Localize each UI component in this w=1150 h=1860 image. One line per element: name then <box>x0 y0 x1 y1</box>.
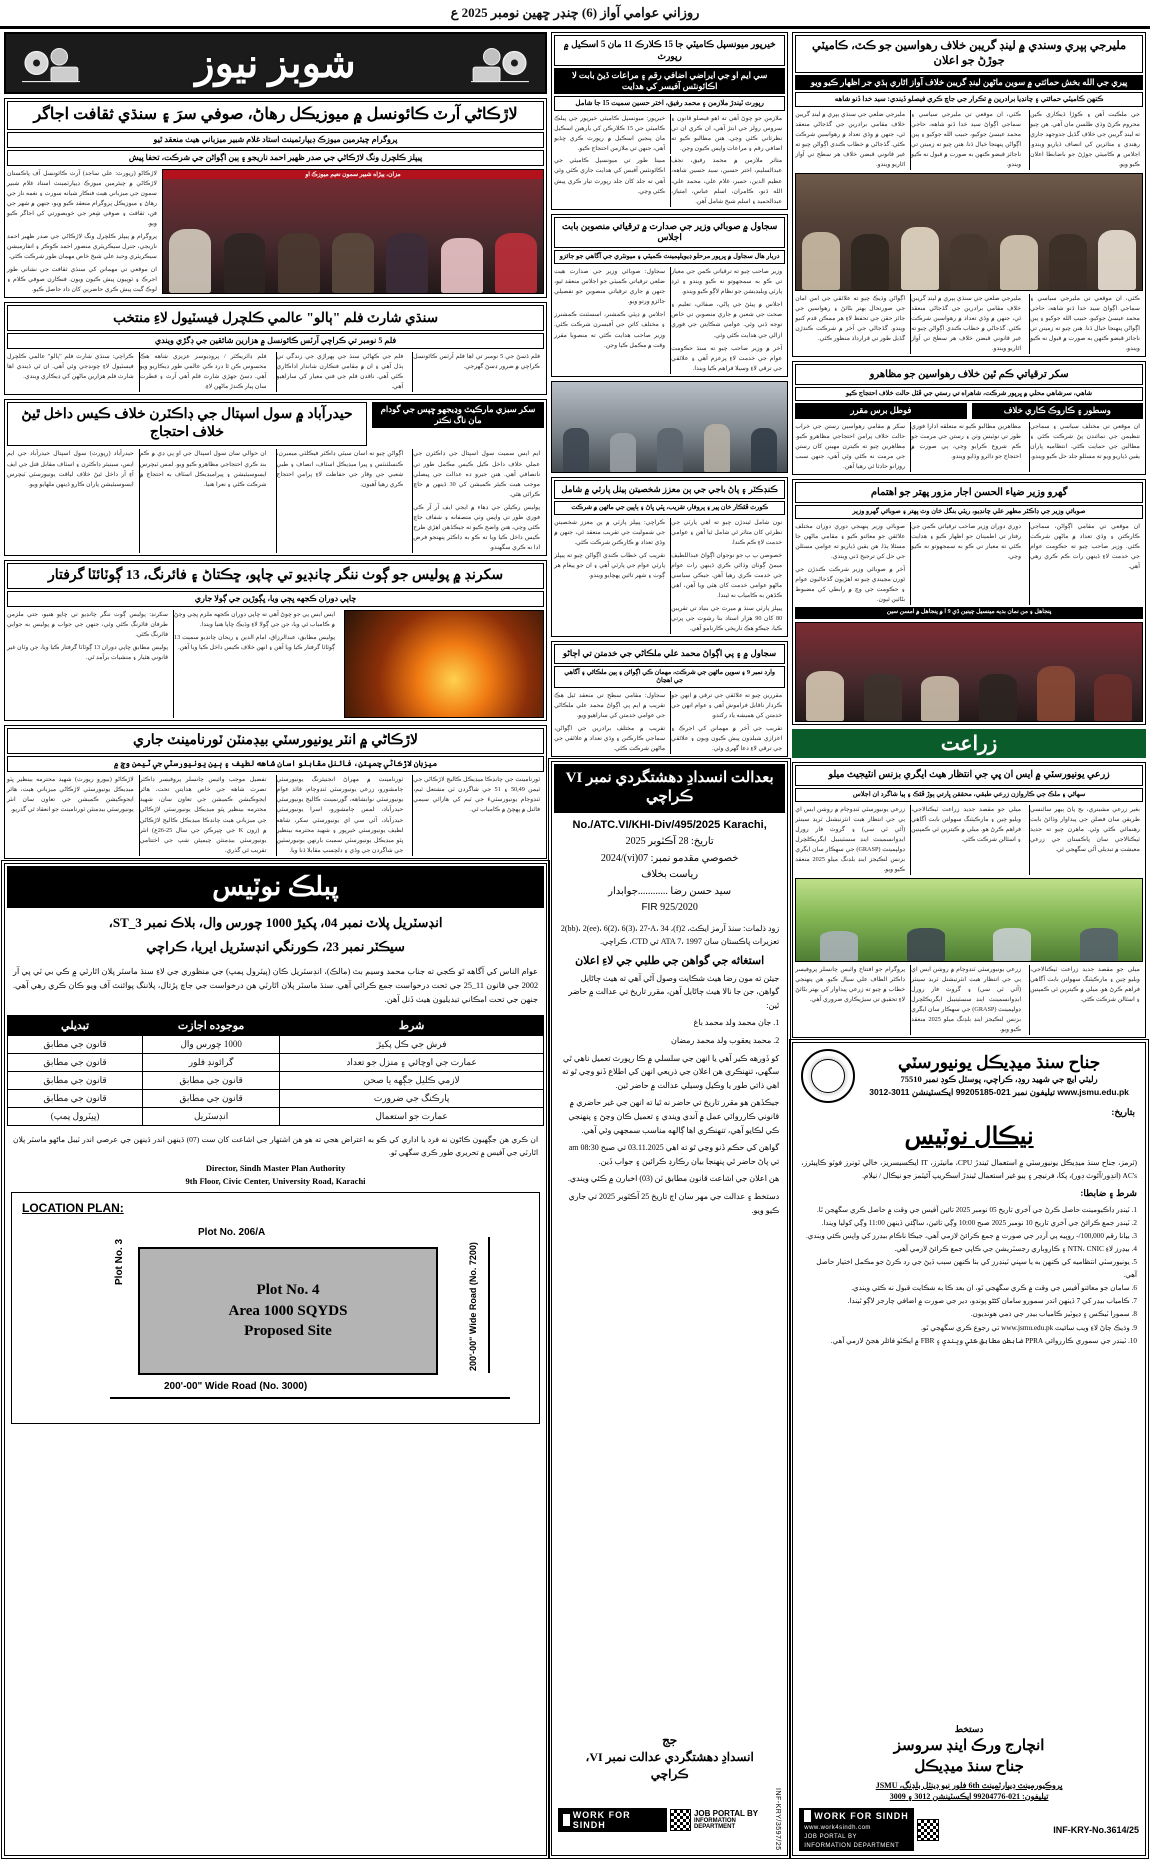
gathering-photo <box>795 173 1143 291</box>
subhead: چاپي دوران ڪجهه ڀڄي ويا، ڀڳوڙين جي ڳولا جاري <box>7 591 544 607</box>
body-paragraph: زرعي يونيورسٽي ٽنڊوڄام ۾ روشن ايس اي ٻي جي انتظار هيٺ انٽرنيشنل ٽريڊ سينٽر (آئي ٽي سي) ۽ گروٽ فار رورل ايڊوانسمينٽ اينڊ سسٽينيبل ايگريڪلچرل ڊولپمينٽ (GRASP) جي سهڪار سان ايگري بزنس لنڪيجز اينڊ بلڊنگ ميلو 2025 منعقد ڪيو ويو. <box>795 805 906 874</box>
body-paragraph: مظاهرين مطالبو ڪيو ته متعلقه ادارا فوري طور تي نوٽيس وٺن ۽ رستن جي مرمت جو ڪم شروع ڪرايو وڃي، ٻي صورت ۾ احتجاج جو دائرو وڌايو ويندو. <box>911 422 1022 460</box>
photo-caption: مزان، ٻيڙاه شبير سمون نعيم ميوزڪ او <box>163 170 543 179</box>
body-paragraph: خيرپور: ميونسپل ڪاميٽي خيرپور جي پبلڪ ڪاميٽي جي 15 ڪلارڪن کي يارهين اسڪيل مان پنجين اسڪيل ۾ رپورٽ ڪري ڇڏيو آهي، جنهن تي ملازمن احتجاج ڪيو. <box>554 115 666 153</box>
road-label-east: 200'-00" Wide Road (No. 7200) <box>468 1241 478 1371</box>
court-paragraph: هن اعلان جي اشاعت قانون مطابق ٽن (03) اخبارن ۾ ڪئي ويندي. <box>567 1174 780 1184</box>
fir-label: FIR <box>641 902 658 913</box>
work-for-sindh-badge[interactable] <box>558 1808 667 1832</box>
body-paragraph: خصوصن ٻ ٻ جو نوجوان اڳواڻ عبداللطيف ميمڻ ڳوٺان وڌائي ڪري ڏينهن رات عوام جي خدمت ڪري رهيا آهن. جيڪي سياسي ماڻهو عوامي خدمت کان هٽي ويا آهن، اهي ڪڏهن به ڪامياب نه ٿيندا. <box>671 552 783 600</box>
page-folio: روزاني عوامي آواز (6) چنڊر ڇھين نومبر 2025 ع <box>450 5 700 20</box>
body-paragraph: ٽورنامينٽ جي چانڊڪا ميڊيڪل ڪاليج لاڙڪاڻي جي ٽيمن 50,49 ۽ 51 جي شاگردن ٽي مشتعل ٽيم، ٽنڊوڄام يونيورسٽيءَ جي ٽيم کي هارائي سيمي فائنل ۾ پهچڻ ۾ ڪامياب ٿي. <box>413 776 541 814</box>
term-item: 2. ٽينڊر جمع ڪرائڻ جي آخري تاريخ 10 نومبر 2025 صبح 10:00 وڳي تائين، ساڳئي ڏينهن 11:00 وڳي کوليا ويندا. <box>821 1218 1137 1227</box>
body-paragraph: جي ملڪيت آهن ۽ ڪوڙا ڏيڪاري ڪين محروم ڪرڻ وڌي طلسن مان آهي. هن چيو ته لينڊ گريبن جي خلاف گڏيل جدوجهد جاري رهندي ۽ متاثرين کي انصاف ڏياريو ويندو. اجلاس ۾ ڪاميٽي جوڙڻ جو باضابطا اعلان ڪيو ويو. <box>1030 110 1140 168</box>
body-paragraph: تفصيل موجب وائيس چانسلر پروفيسر ڊاڪٽر تصرت شاهه جي خاص هدايتن تحت، هائر ايجوڪيشن ڪميشن جي تعاون سان، شهيد محترمه بينظير ڀٽو ميڊيڪل يونيورسٽي لاڙڪاڻي جي ميزباني هيٺ چانڊڪا ميڊيڪل ڪاليج لاڙڪاڻي ۾ (زون K جي ڇپرڪن جي سال 25-26ع) انٽر يونيورسٽي بيڊمنٽن چيمپئن شپ جي اختتامي تقريب ٿي گذري. <box>139 776 267 854</box>
showbiz-panel-photo <box>162 169 544 294</box>
public-notice-objection-note: ان ڪري هن جڳهيون ڪاڻون نه فرد يا اداري کي ڪو به اعتراض هجي ته هو هن اشتهار جي اشاعت کان ست (07) ڏينهن اندر ڏينهن جي عرصي اندر ٽيبل ماڻهو ماسٽر پلان اٿارٽي جي آفيس ۾ تحريري طور ڪري سگهي ٿو. <box>13 1134 539 1157</box>
body-paragraph: سکر ۾ مقامي رهواسين رستن جي خراب حالت خلاف پرامن احتجاجي مظاهرو ڪيو. مظاهرين چيو ته ڪيترن مهينن کان رستن جي مرمت نه ڪئي وئي آهي، جنهن سبب روزانو حادثا ٿي رهيا آهن. <box>795 422 906 470</box>
left-story-2 <box>792 361 1146 475</box>
body-paragraph: آخر ۾ وزير صاحب چيو ته سنڌ حڪومت عوام جي خدمت لاءِ پرعزم آهي ۽ علائقي جي ترقي لاءِ وسيلا فراهم ڪيا ويندا. <box>671 344 783 372</box>
subhead: دربار هال سجاول ۾ ڀرپور مرحلو ڊيويلپمينٽ ڪميٽي ۽ ميونٽري جي آگاهي جو جائزو <box>554 250 785 264</box>
mehfil-photo <box>795 622 1143 722</box>
body-paragraph: حيدرآباد (رپورٽ) سول اسپتال حيدرآباد جي ايم ايس، سينيئر ڊاڪٽرن ۽ اسٽاف مقابل قتل جي ايف آءِ آر داخل ٿيڻ خلاف لياقت يونيورسٽي ٽيچرس ايسوسيئيشن پاران ڪارو ڏينهن ملهايو ويو. <box>7 450 134 488</box>
judge-label: جج <box>662 1732 678 1747</box>
agriculture-section-banner: زراعت <box>792 729 1146 758</box>
body-paragraph: پروگرام جو افتتاح وائيس چانسلر پروفيسر ڊاڪٽر الطاف علي سيال ڪيو. هن پنهنجي خطاب ۾ چيو ته زرعي پيداوار کي بهتر بڻائڻ لاءِ تحقيق تي سيڙپڪاري ضروري آهي. <box>795 966 906 1004</box>
procurement-address: پروڪيورمينٽ ڊيپارٽمينٽ 6th فلور نيو ڊينٽل بلڊنگ، JSMU <box>875 1780 1063 1790</box>
badge-title: WORK FOR SINDH <box>814 1811 909 1821</box>
body-paragraph: ٽورنامينٽ ۾ مهراڻ انجنيئرنگ يونيورسٽي ڄامشورو، زرعي يونيورسٽي ٽنڊوڄام، قائد عوام يونيورسٽي نوابشاهه، گورنمينٽ ڪاليج يونيورسٽي حيدرآباد، لمس ڄامشورو، اسرا يونيورسٽي حيدرآباد، آئي سي اي يونيورسٽي سکر، شاهه لطيف يونيورسٽي خيرپور ۽ شهيد محترمه بينظير ڀٽو ميڊيڪل يونيورسٽي سميت يارنهن يونيورسٽين جي شاگردن جي وڏي ۽ دلچسپ مقابلا ڏنا ويا. <box>276 776 404 854</box>
procurement-phone: تيليفون: 021-99204776 ايڪسٽينشن 3012 ۽ 3009 <box>889 1791 1049 1801</box>
date-label: بتاريخ: <box>1111 1107 1135 1118</box>
photo-figures <box>796 218 1142 290</box>
body-paragraph: سجاول: صوبائي وزير جي صدارت هيٺ ضلعي ترقياتي ڪميٽي جو اجلاس منعقد ٿيو، جنهن ۾ جاري ترقياتي منصوبن جو تفصيلي جائزو ورتو ويو. <box>554 268 666 306</box>
col-header-condition: شرط <box>280 1015 544 1035</box>
permission-change-table <box>7 1015 544 1126</box>
headline: زرعي يونيورسٽي ۾ ايس ان ڀي جي انتظار هيٺ ايگري بزنس انٽيجيٽ ميلو <box>795 765 1143 785</box>
mid-story-2 <box>551 214 788 377</box>
plot-area: Area 1000 SQYDS <box>228 1302 348 1319</box>
body-paragraph: تقريب کي خطاب ڪندي اڳواڻن چيو ته پيپلز پارٽي عوام جي پارٽي آهي ۽ ان جو پيغام هر ڳوٺ ۽ شهر تائين پهچايو ويندو. <box>554 552 666 580</box>
body-paragraph: پيپلز پارٽي سنڌ ۾ ميرٽ جي بنياد تي تقريبن 80 کان 90 هزار استاد بنا رشوت جي ڀرتي ڪيا، جيڪو هڪ تاريخي ڪارنامو آهي. <box>671 605 783 633</box>
headline: سنڌي شارٽ فلم "ٻالو" عالمي ڪلچرل فيسٽيول لاءِ منتخب <box>7 305 544 331</box>
qr-code-icon[interactable] <box>917 1819 939 1841</box>
signature-label: دستخط <box>954 1724 984 1735</box>
location-plan-title: LOCATION PLAN: <box>22 1200 124 1215</box>
body-paragraph: ڪراچي: سنڌي شارٽ فلم "ٻالو" عالمي ڪلچرل فيسٽيول لاءِ چونڊجي وئي آهي. ان ٿي ڏيندي اها شارٽ فلم هزارين ماڻهن کي ڊيڪاري ويندي. <box>7 352 134 380</box>
subhead: صوبائي وزير جي ڊاڪٽر مظهر علي چانڊيو، ريٽي بنگل خان وٽ پهتر ۽ صوبائي گھرو وزير <box>795 505 1143 519</box>
cell-current: 1000 چورس وال <box>143 1035 280 1053</box>
body-paragraph: ايس ايس پي جو چوڻ آهي ته ڇاپي دوران ڪجهه ملزم ڀڄي وڃڻ ۾ ڪامياب ٿي ويا، جن جي ڳولا لاءِ وڌيڪ ڇاپا هنيا ويندا. <box>174 611 336 629</box>
agriculture-story <box>792 762 1146 1038</box>
body-paragraph: مليرجي ضلعي جي سنڌي ٻپري ۾ لينڊ گريبن خلاف مقامي برادرين جي گڏجاڻي منعقد ٿي، جنهن ۾ وڏي تعداد ۾ رهواسين شرڪت ڪئي. گڏجاڻي ۾ خطاب ڪندي اڳواڻن چيو ته غير قانوني قبضن خلاف هر سطح تي آواز اٿاريو ويندو. <box>911 294 1022 353</box>
cell-condition: پارڪنگ جي ضرورت <box>280 1089 544 1107</box>
body-paragraph: ڪٽي، ان موقعي تي مليرجي سياسي ۽ سماجي اڳواڻ سيد خدا ڏنو شاهه، حاجي محمد عيسيٰ جوکيو، حبيب الله جوکيو ۽ ٻين اڳواڻن پنهنجا خيال ڏنا. هنن چيو ته زمينن تي ناجائز قبضو ڪنهن به صورت ۾ قبول نه ڪيو ويندو. <box>1030 294 1140 353</box>
term-item: 9. وڌيڪ ڄاڻ لاءِ ويب سائيٽ www.jsmu.edu.pk تي رجوع ڪري سگهجي ٿو. <box>920 1323 1137 1332</box>
cell-change: قانون جي مطابق <box>8 1035 143 1053</box>
cell-change: قانون جي مطابق <box>8 1071 143 1089</box>
subhead: فلم 5 نومبر تي ڪراچي آرٽس ڪائونسل ۾ هزارين شائقين جي ڊگڙي ويندي <box>7 333 544 349</box>
court-case-number: No./ATC.VI/KHI-Div/495/2025 Karachi, <box>572 818 767 831</box>
body-paragraph: ان موقعي تي مقامي اڳواڻن، سماجي ڪارڪنن ۽ وڏي تعداد ۾ ماڻهن شرڪت ڪئي. وزير صاحب چيو ته حڪومت عوام جي خدمت لاءِ ڏينهن رات ڪم ڪري رهي آهي. <box>1030 522 1140 571</box>
body-paragraph: نون شامل ٿيندڙن چيو ته اهي پارٽي جي نظرئي کان متاثر ٿي شامل ٿيا آهن ۽ عوامي خدمت لاءِ ڪم ڪندا. <box>671 518 783 546</box>
university-name: جناح سنڌ ميڊيڪل يونيورسٽي <box>897 1052 1101 1072</box>
court-case-no: 07(vi)/2024 <box>600 852 649 864</box>
body-paragraph: ان موقعي تي مختلف سياسي ۽ سماجي تنظيمن جي نمائندن پڻ شرڪت ڪئي ۽ مطالبن جي حمايت ڪئي. انتظاميه پاران يقين ڏياريو ويو ته مسئلو جلد حل ڪيو ويندو. <box>1030 422 1140 460</box>
body-paragraph: اڳواڻن چيو ته اسان سيٽي ڊاڪٽر فيڪلٽي ميمبرن، ڪنسلٽنٽس ۽ پيرا ميڊيڪل اسٽاف، انصاف ۽ طبي شعبي جي وقار جي حفاظت لاءِ پرامن احتجاج ڪري رهيا آهيون. <box>276 450 404 488</box>
court-notice-ad <box>551 761 788 1856</box>
court-case-label: خصوصي مقدمو نمبر: <box>650 852 739 864</box>
jsmu-footer-badges <box>795 1806 1143 1853</box>
body-paragraph: متاثر ملازمن ۾ محمد رفيق، نجف عبدالسليم، اختر حسين، سيد حسين شاهه، عظيم الدين، حمير، غلام علي، محمد علي، الله ڏنو، ڪامران، اسلم عباس، امتياز، عبدالحميد ۽ اسلم شيخ شامل آهن. <box>671 157 783 205</box>
body-paragraph: پوليس مطابق ڇاپي دوران 13 ڳوٽاٽا گرفتار ڪيا ويا، جن وٽان غير قانوني هٿيار ۽ منشيات برآمد ٿي. <box>7 644 169 662</box>
headline: مليرجي ٻپري وسندي ۾ لينڊ گريبن خلاف رهواسين جو ڪٽ، ڪاميٽي جوڙڻ جو اعلان <box>795 35 1143 73</box>
subhead-1: سي ايم او جي ايراضي اضافي رقم ۽ مراعات ڏيڻ بابت لا اڪائونٽس آفيسر کي هدايت <box>554 68 785 94</box>
cell-change: قانون جي مطابق <box>8 1089 143 1107</box>
proposed-site-box <box>138 1247 438 1375</box>
body-paragraph: لاڙڪاڻو (بيورو رپورٽ) شهيد محترمه بينظير ڀٽو ميڊيڪل يونيورسٽي لاڙڪاڻي ميزباني هيٺ، هائر ايجوڪيشن ڪميشن جي تعاون سان انٽر يونيورسٽي بيڊمنٽن ٽورنامينٽ جو انعقاد ٿي گذريو. <box>7 776 134 814</box>
body-paragraph: آخر ۾ صوبائي وزير شرڪت ڪندڙن جي ٿورن مڃيندي چيو ته اهڙيون گڏجاڻيون عوام ۽ حڪومت جي وچ ۾ رابطي کي مضبوط بڻائين ٿيون. <box>795 566 906 604</box>
term-item: 1. ٽينڊر ڊاڪيومينٽ حاصل ڪرڻ جي آخري تاريخ 05 نومبر 2025 تائين آفيس جي وقت ۾ حاصل ڪري سگهجن ٿا. <box>816 1205 1137 1214</box>
signatory-role: انچارج ورڪ اينڊ سروسز <box>893 1737 1045 1754</box>
inf-reference: INF-KRY-No.3614/25 <box>1053 1824 1139 1835</box>
cell-condition: عمارت جو استعمال <box>280 1107 544 1125</box>
subhead: شاهي، سرشاهي محلي ۾ ڀرپور شرڪت، شاهراه تي رستي جي ڦٽل حالت خلاف احتجاج ڪيو <box>795 387 1143 401</box>
jsmu-tender-ad <box>792 1042 1146 1856</box>
subhead-1: پيري جي الله بخش حمائتي ۾ سوين ماڻهن لينڊ گريبن خلاف آواز اٿاري ٻڌي جر اظهار ڪيو ويو <box>795 75 1143 90</box>
plot-diagram <box>18 1221 533 1399</box>
body-paragraph: پوليس رڪيلن جي ڊهاء ۾ ايجي ايف آر آر ڪي فوري طور تي واپس وٺي منصفانه ۽ شفاف جاچ ڪئي وڃي، هنن واضح ڪيو ته جيڪڏهن اهڙي طرح ڪيس داخل ڪيا ويا ته ڪو به ڊاڪٽر پنهنجو فرض ادا نه ڪري سگهندو. <box>413 503 541 551</box>
plot-label-west: Plot No. 3 <box>114 1238 125 1285</box>
body-paragraph: لاڙڪاڻو (رپورٽ: علي ساجد) آرٽ ڪائونسل آف پاڪستان لاڙڪاڻي ۾ چيئرمين ميوزڪ ڊيپارٽمينٽ استاد غلام شبير سمون جي ميزباني هيٺ فنڪار شيانه سورٺ ۽ نغمه ناز جي رهاڻ ۽ ميوزيڪل پروگرام منعقد ڪيو ويو، جنهن ۾ شهر جي فن، ثقافت ۽ صوفي شِعر جي خوبصورتي کي اجاگر ڪيو ويو. <box>7 169 157 228</box>
subhead: ميزبان لاڙڪاڻي چمپئن، فائنل مقابلو اسان شاهه لطيف ۽ ٻين يونيورسٽي جي ٽيمن وچ ۾ <box>7 756 544 772</box>
cell-condition: لازمي ڪليل جڳهه يا صحن <box>280 1071 544 1089</box>
right-story-2 <box>4 302 547 395</box>
subhead-2: رپورٽ ٽيندڙ ملازمن ۽ محمد رفيق، اختر حسين سميت 15 جا شامل <box>554 96 785 111</box>
right-story-3 <box>4 399 547 556</box>
work-for-sindh-badge[interactable] <box>799 1808 914 1851</box>
headline: سجاول ۾ ۽ پي اڳواڻ محمد علي ملڪاڻي جي خدمتن تي اڄاڻو <box>554 644 785 663</box>
body-paragraph: زرعي يونيورسٽي ٽنڊوڄام ۾ روشن ايس اي ٻي جي انتظار هيٺ انٽرنيشنل ٽريڊ سينٽر (آئي ٽي سي) ۽ گروٽ فار رورل ايڊوانسمينٽ اينڊ سسٽينيبل ايگريڪلچرل ڊولپمينٽ (GRASP) جي سهڪار سان ايگري بزنس لنڪيجز اينڊ بلڊنگ ميلو 2025 منعقد ڪيو ويو. <box>911 966 1022 1034</box>
jsmu-header <box>795 1045 1143 1107</box>
road-label-south: 200'-00" Wide Road (No. 3000) <box>164 1380 308 1392</box>
body-paragraph: ڪراچي: پيپلز پارٽي ۾ ٻن معزز شخصيتن جي شموليت جي تقريب منعقد ٿي، جنهن ۾ وڏي تعداد ۾ ڪارڪنن شرڪت ڪئي. <box>554 518 666 546</box>
jsmu-signature-block <box>795 1719 1143 1806</box>
term-item: 7. ڪامياب بيڊر کي 7 ڏينهن اندر سمورو سامان کڻڻو پوندو، دير جي صورت ۾ اضافي چارجز لاڳو ٿيندا. <box>847 1297 1137 1306</box>
location-plan <box>11 1192 540 1424</box>
photo-figures <box>796 918 1142 961</box>
plot-status: Proposed Site <box>244 1322 332 1339</box>
col-header-change: تبديلي <box>8 1015 143 1035</box>
body-paragraph: ڪٽي، ان موقعي تي مليرجي سياسي ۽ سماجي اڳواڻ سيد خدا ڏنو شاهه، حاجي محمد عيسيٰ جوکيو، حبيب الله جوکيو ۽ ٻين اڳواڻن پنهنجا خيال ڏنا. هنن چيو ته زمينن تي ناجائز قبضو ڪنهن به صورت ۾ قبول نه ڪيو ويندو. <box>911 110 1022 168</box>
showbiz-masthead <box>4 32 547 94</box>
court-date: 28 آڪٽوبر 2025 <box>625 836 689 847</box>
film-reel-icon <box>469 40 531 88</box>
inf-vertical-code: INF-KRY/3597/25 <box>774 1788 782 1851</box>
agri-expo-photo <box>795 878 1143 962</box>
cell-current: قانون جي مطابق <box>143 1089 280 1107</box>
photo-figures <box>796 660 1142 721</box>
authority-director: Director, Sindh Master Plan Authority <box>205 1163 346 1174</box>
story-footnote: پنجاهل ۽ من نمان بديه مينسيل چينين ڏي 9 ا ۾ پنجاهل ۾ امسن سين <box>795 607 1143 619</box>
col-header-current: موجوده اجازت <box>143 1015 280 1035</box>
body-paragraph: فلم جي ڪهاڻي سنڌ جي ٻهراڙي جي زندگي تي ٻڌل آهي ۽ ان ۾ مقامي فنڪارن شاندار اداڪاري ڪئي آهي. ناقدن فلم جي فني معيار کي ساراهيو آهي. <box>276 352 404 391</box>
badge-subtitle: JOB PORTAL BY <box>804 1834 857 1840</box>
fir-number: 925/2020 <box>660 902 698 913</box>
university-address: رليٽي ايچ جي شهيد روڊ، ڪراچي، پوسٽل ڪوڊ نمبر 75510 <box>900 1073 1098 1084</box>
right-zone <box>4 32 547 1856</box>
body-paragraph: ان موقعي تي مهمانن کي سنڌي ثقافت جي نشاني طور اجرڪ ۽ ٽوپيون پيش ڪيون ويون. فنڪارن صوفي ڪلام ۽ لوڪ گيت پيش ڪري حاضرين کان داد حاصل ڪيو. <box>7 266 157 294</box>
badge-dept: INFORMATION DEPARTMENT <box>693 1818 736 1831</box>
right-lead-story <box>4 98 547 298</box>
terms-list <box>795 1202 1143 1351</box>
term-item: 10. ٽينڊر جي سموري ڪارروائي PPRA ضابطن مطابق ڪئي ويندي ۽ FBR ۾ ايڪٽو فائلر هجڻ لازمي آهي. <box>830 1336 1137 1345</box>
tender-title: نيڪال نوٽيس <box>904 1124 1034 1151</box>
headline: سکرنڊ ۾ پوليس جو ڳوٺ ننگر چانڊيو تي چاپو، ڇڪتاڻ ۽ فائرنگ، 13 ڳوٽائٽا گرفتار <box>7 563 544 589</box>
body-paragraph: مبينا طور تي ميونسپل ڪاميٽي جي اڪائونٽس آفيس کي هدايت جاري ڪئي وئي آهي ته جلد کان جلد رپورٽ تيار ڪري پيش ڪئي وڃي. <box>554 157 666 195</box>
subhead-1: پروگرام چيئرمين ميوزڪ ڊيپارٽمينٽ استاد غلام شبير ميزباني هيٺ منعقد ٿيو <box>7 132 544 148</box>
table-header-row <box>8 1015 544 1035</box>
cell-change: (پيٽرول پمپ) <box>8 1107 143 1125</box>
court-parties: رياست بخلاف <box>641 869 699 880</box>
body-paragraph: وزير صاحب چيو ته ترقياتي ڪمن جي معيار تي ڪو به سمجهوتو نه ڪيو ويندو ۽ ٿرڊ پارٽي ويليڊيشن جو نظام لاڳو ڪيو ويندو. <box>671 268 783 296</box>
body-paragraph: دوري دوران وزير صاحب ترقياتي ڪمن جي رفتار تي اطمينان جو اظهار ڪيو ۽ هدايت ڪئي ته معيار تي ڪو به سمجهوتو نه ڪيو وڃي. <box>911 522 1022 561</box>
mid-lead-story <box>551 32 788 210</box>
body-paragraph: اڳواڻن وڌيڪ چيو ته علائقي جي امن امان جي صورتحال بهتر بڻائڻ ۽ رهواسين جي جائز حقن جي تحفظ لاءِ هر ممڪن قدم کنيو ويندو. گڏجاڻي جي آخر ۾ شرڪت ڪندڙن گڏيل طور تي قرارداد منظور ڪئي. <box>795 294 906 343</box>
headline: حيدرآباد ۾ سول اسپتال جي ڊاڪٽرن خلاف ڪيس داخل ٿيڻ خلاف احتجاج <box>7 402 367 446</box>
body-paragraph: ان حوالي سان سول اسپتال جي او پي ڊي ۾ ڪم بند ڪري احتجاجي مظاهرو ڪيو ويو. لمس ٽيچرس ايسوسيئيشن ۽ پيراميڊيڪل اسٽاف به احتجاج ۾ شرڪت ڪئي ۽ نعرا هنيا. <box>139 450 267 488</box>
court-paragraph: جيڪڏهن هو مقرر تاريخ تي حاضر نه ٿيا ته انهن جي غير حاضري ۾ قانوني ڪارروائي عمل ۾ آندي ويندي ۽ تعميل ڪان وڃڻ ۽ پنهنجي ڪي لڪايو آهي، تنهنڪري اها ڳالهه مناسب سمجهي وئي آهي. <box>568 1098 780 1135</box>
subhead: سهاڻي ۽ ملڪ جي ڪاروازن زرعي طبقي، محققن ڀارتي ٻوڙ ڦڻڪ ۽ ٻيا شاگرد ان اجلاس <box>795 788 1143 802</box>
authority-address: 9th Floor, Civic Center, University Road, Karachi <box>185 1176 366 1187</box>
badge-dept: INFORMATION DEPARTMENT <box>804 1843 900 1849</box>
mid-zone <box>551 32 788 1856</box>
cell-current: قانون جي مطابق <box>143 1071 280 1089</box>
plot-label-north: Plot No. 206/A <box>198 1226 266 1238</box>
cell-change: قانون جي مطابق <box>8 1053 143 1071</box>
witness-item: 2. محمد يعقوب ولد محمد رمضان <box>670 1036 780 1046</box>
court-proclamation-title: استغاثه جي گواهن جي طلبي جي لاءِ اعلان <box>575 954 765 967</box>
body-paragraph: بغير زرعي مشينري، بج پاڻ ٻيهر سائنسي طريقن سان فصلن جي پيداوار وڌائڻ بابت رهنمائي ڪئي وئي. ماهرن چيو ته جديد ٽيڪنالاجي سان پاڪستان جي زرعي معيشت ۾ تبديلي آڻي سگهجي ٿي. <box>1030 805 1140 853</box>
body-paragraph: ايم ايس سميت سول اسپتال جي ڊاڪٽرن جي عملي خلاف داخل ڪيل ڪيس مڪمل طور تي نانصافي آهي. هنن جيرو ده عدالت جي ڀيصلي موجب هيٺ ڪيئر ڪميشن کي 30 ڏينهن ۾ جاچ ڪرائي هٿي. <box>413 450 541 498</box>
tender-intro: (ٽرمز، جناح سنڌ ميڊيڪل يونيورسٽي ۾ استعمال ٿيندڙ CPU، مانيٽرز، IT ايڪسيسريز، خالي ٽونرز فوٽو ڪاپيئرز، AC's (انڊور/آئوٽ ڊور)، پکا، فرنيچر ۽ ٻيو غير استعمال ٿيندڙ اسڪريپ آئيٽمز جو نيڪال / نيلام. <box>801 1158 1137 1180</box>
term-item: 6. سامان جو معائنو آفيس جي وقت ۾ ڪري سگهجي ٿو، ان بعد ڪا به شڪايت قبول نه ڪئي ويندي. <box>851 1283 1137 1292</box>
court-accused: سيد حسن رضا ............جوابدار <box>608 885 732 897</box>
public-notice-ad <box>4 863 547 1856</box>
badge-title: WORK FOR SINDH <box>572 1809 631 1830</box>
kicker-right: وسطور ۽ ڪاروڪ ڪاري خلاف <box>972 403 1143 418</box>
public-notice-subtitle-1: انڊسٽريل پلاٽ نمبر 04، پکيڙ 1000 چورس وال، بلاڪ نمبر 3_ST، <box>108 914 443 930</box>
public-notice-title: پبلڪ نوٽيس <box>7 866 544 908</box>
headline: لاڙڪاڻي آرٽ ڪائونسل ۾ ميوزيڪل رهاڻ، صوفي سرَ ۽ سنڌي ثقافت اجاگر <box>7 101 544 130</box>
left-lead-story <box>792 32 1146 357</box>
court-paragraph: دستخط ۽ عدالت جي مهر سان اڄ تاريخ 25 آڪٽوبر 2025 تي جاري ڪيو ويو. <box>568 1192 780 1215</box>
term-item: 8. سمورا ٽيڪس ۽ ڊيوٽيز ڪامياب بيڊر جي ذمي هونديون. <box>970 1310 1137 1319</box>
table-row <box>8 1053 544 1071</box>
subhead: وارد نمبر 9 ۽ سوين ماڻهن جي شرڪت، مهمان ڪي اڳواڻن ۽ ٻين ملڪاڻي ۽ آگاهي جي اهڃاڻ <box>554 666 785 688</box>
body-paragraph: تقريب ۾ مختلف برادرين جي اڳواڻن، سماجي ڪارڪنن ۽ وڏي تعداد ۾ علائقي جي ماڻهن شرڪت ڪئي. <box>554 724 666 752</box>
term-item: 3. بيانا رقم 100,000/- روپيه پي آرڊر جي صورت ۾ جمع ڪرائڻ لازمي آهي، جيڪا ناڪام بيڊرز کي واپس ڪئي ويندي. <box>805 1232 1137 1241</box>
photo-figures <box>163 217 543 293</box>
qr-code-icon[interactable] <box>670 1809 691 1831</box>
headline: سجاول ۾ صوبائي وزير جي صدارت ۾ ترقياتي منصوبن بابت اجلاس <box>554 217 785 248</box>
sidebar-kicker: سکر سبزي مارڪيٽ وڍيجھو ڇپس جي گودام مان ناگ نڪتر <box>372 402 544 428</box>
table-row <box>8 1035 544 1053</box>
left-story-3 <box>792 479 1146 725</box>
folio-rule <box>0 26 1150 29</box>
body-paragraph: سکرنڊ: پوليس ڳوٺ ننگر چانڊيو تي ڇاپو هنيو، جتي ملزمن طرفان فائرنگ ڪئي وئي، جنهن جي جواب ۾ پوليس به جوابي فائرنگ ڪئي. <box>7 611 169 639</box>
headline: سکر ترقياتي ڪم ٿين خلاف رهواسين جو مظاهرو <box>795 364 1143 385</box>
right-story-4 <box>4 560 547 721</box>
headline: ڪنڊڪٽر ۽ پاڻ باجي جي ٻن معزز شخصيتن ٻيٺل پارٽي ۾ شامل <box>554 480 785 499</box>
cell-current: انڊسٽريل <box>143 1107 280 1125</box>
body-paragraph: فلم ڊائريڪٽر / پروڊيوسر عزيزي شاهه هڪ محسوس ڪن ٿا درد ڪي عالمي طور ڊيڪاريو ويو آهي. ڊسڻ جهڙي شارٽ فلم آهي آرٽ ۽ فطرت سان پيار ڪندڙ ماڻهن لاءِ. <box>139 352 267 391</box>
headline: لاڙڪاڻي ۾ انٽر يونيورسٽي بيڊمنٽن ٽورنامينٽ جاري <box>7 728 544 754</box>
badge-subtitle: JOB PORTAL BY <box>693 1809 759 1819</box>
photo-figures <box>552 416 787 472</box>
cell-current: گرائونڊ فلور <box>143 1053 280 1071</box>
subhead: ڪورٽ ڦڻڪار خان پير ۽ پروفار، تقريب، ڀٽي ڀاڻ ۽ ٻاپين جي ماڻهن ۾ شرڪت <box>554 501 785 515</box>
subhead-2: پيپلز ڪلچرل ونگ لاڙڪاڻي جي صدر ظهير احمد ناريجو ۽ ٻين اڳواڻن جي شرڪت، تحفا پيش <box>7 150 544 166</box>
sindh-flag-icon <box>804 1810 811 1822</box>
public-notice-subtitle-2: سيڪٽر نمبر 23، ڪورنگي انڊسٽريل ايريا، ڪراچي <box>146 939 405 955</box>
public-notice-body: عوام الناس کي آگاهه ٿو ڪجي ته جناب محمد وسيم بٽ (مالڪ)، انڊسٽريل ڪان (پيٽرول پمپ) جي منظوري جي لاءِ سنڌ ماسٽر پلان اٿارٽي ۾ ڪي بي ٽي پي آر 2002 جي قانون 11_25 جي تحت درخواست جمع ڪرائي آهي. سنڌ ماسٽر پلان اٿارٽي هن درخواست جي جاچ پڙتال، پلاننگ پوائنٽ آف ويو ڪان ڪري رهي آهي. جنهن جي تحت امڪاني تبديليون هيٺ ڏنل آهن. <box>13 966 539 1005</box>
table-row <box>8 1089 544 1107</box>
headline: گھرو وزير ضياء الحسن اجار مزور پهتر جو اهتمام <box>795 482 1143 503</box>
body-paragraph: اجلاس ۾ پيئڻ جي پاڻي، صفائي، تعليم ۽ صحت جي شعبن ۾ جاري منصوبن تي خاص توجه ڏني وئي. عوامي شڪايتن جي فوري ازالي جي هدايت ڪئي وئي. <box>671 301 783 339</box>
university-seal-icon <box>801 1049 855 1103</box>
body-paragraph: ميلي جو مقصد جديد زراعت ٽيڪنالاجي، ويليو چين ۽ مارڪيٽنگ سهولتن بابت آگاهي فراهم ڪرڻ هو. ميلي ۾ ڪيترين ئي ڪمپنين ۽ اسٽالن شرڪت ڪئي. <box>911 805 1022 843</box>
judge-city: ڪراچي <box>650 1766 689 1781</box>
subhead-2: ڪنهن ڪاميٽي حمائتي ۽ چانڊيا برادرين ۾ تڪرار جي جاچ ڪري فيصلو ڏيندي: سيد خدا ڏنو شاهه <box>795 92 1143 107</box>
film-reel-icon <box>20 40 82 88</box>
term-item: 4. بيڊرز لاءِ NTN، CNIC ۽ ڪاروباري رجسٽريشن جي ڪاپي جمع ڪرائڻ لازمي آهي. <box>894 1245 1137 1254</box>
court-proclamation-body: جيئن ته مون رضا هيٺ شڪايت وصول آڻي آهي ته هيٺ ڄاڻايل گواهن، جن جا نالا هيٺ ڄاڻايل آهن، مقرر تاريخ تي عدالت ۾ حاضر ٿين: <box>568 973 780 1010</box>
court-notice-title: بعدالت انسدادِ دهشتگردي نمبر VI ڪراچي <box>554 764 785 813</box>
body-paragraph: فلم ڏسڻ جي 5 نومبر تي اها فلم آرٽس ڪائونسل ڪراچي ۾ ضرور ڊسڻ گهرجي. <box>413 352 541 370</box>
page-columns <box>4 32 1146 1856</box>
left-zone <box>792 32 1146 1856</box>
headline: خيرپور ميونسپل ڪاميٽي جا 15 ڪلارڪ 11 مان 5 اسڪيل ۾ رپورٽ <box>554 35 785 66</box>
body-paragraph: صوبائي وزير پنهنجي دوري دوران مختلف علائقن جو معائنو ڪيو ۽ مقامي ماڻهن جا مسئلا ٻڌا. هن يقين ڏياريو ته عوامي مسئلن جي حل کي ترجيح ڏني ويندي. <box>795 522 906 561</box>
witness-item: 1. جان محمد ولد محمد باغ <box>693 1018 780 1028</box>
court-footer-badges <box>554 1786 785 1853</box>
body-paragraph: پوليس مطابق، عبدالرزاق، امام الدين ۽ ريحان چانڊيو سميت 13 ڳوٽاٽا گرفتار ڪيا ويا آهن ۽ انهن خلاف ڪيس داخل ڪيا ويا آهن. <box>174 634 336 652</box>
plot-number: Plot No. 4 <box>256 1282 320 1299</box>
terms-title: شرط ۽ ضابطا: <box>1080 1187 1137 1198</box>
body-paragraph: اجلاس ۾ ڊپٽي ڪمشنر، اسسٽنٽ ڪمشنرز ۽ مختلف کاتن جي آفيسرن شرڪت ڪئي. وزير صاحب هدايت ڪئي ته منصوبا مقرر وقت ۾ مڪمل ڪيا وڃن. <box>554 311 666 349</box>
body-paragraph: پروگرام ۾ پيپلز ڪلچرل ونگ لاڙڪاڻي جي صدر ظهير احمد ناريجي، جنرل سيڪريٽري منصور احمد ڪوڪر ۽ انفارميشن سيڪريٽري وحيد علي شيخ خاص مهمان طور شرڪت ڪئي. <box>7 233 157 261</box>
road-edge-east <box>488 1237 490 1373</box>
court-date-label: تاريخ: <box>691 836 714 847</box>
kicker-left: فوطل برس مقرر <box>795 403 966 418</box>
signatory-org: جناح سنڌ ميڊيڪل <box>914 1758 1024 1775</box>
fire-scene-photo <box>344 610 544 718</box>
body-paragraph: ميلي جو مقصد جديد زراعت ٽيڪنالاجي، ويليو چين ۽ مارڪيٽنگ سهولتن بابت آگاهي فراهم ڪرڻ هو. ميلي ۾ ڪيترين ئي ڪمپنين ۽ اسٽالن شرڪت ڪئي. <box>1030 966 1140 1004</box>
road-edge-south <box>110 1397 510 1399</box>
term-item: 5. يونيورسٽي انتظاميه کي ڪنهن به يا سڀني ٽينڊرز کي بنا ڪنهن سبب ڏيڻ جي رد ڪرڻ جو مڪمل اختيار حاصل آهي. <box>816 1258 1137 1279</box>
sindh-flag-icon <box>563 1814 570 1826</box>
badge-url: www.work4sindh.com <box>804 1825 871 1831</box>
court-paragraph: کو ڏورهه ڪير آهي يا انهن جي سلسلي ۾ ڪا رپورٽ تعميل ناهي ٿي سگهي، تنهنڪري هن اعلان جي ذريعي انهن کي اطلاع ڏنو وڃي ٿو ته اهي ذاتي طور يا وڪيل وسيلي عدالت ۾ حاضر ٿين. <box>561 1053 780 1090</box>
body-paragraph: ملازمن جو چوڻ آهي ته اهو فيصلو قانون ۽ سروس رولز جي ابتڙ آهي، ان ڪري ان تي نظرثاني ڪئي وڃي. هنن مطالبو ڪيو ته اضافي رقم ۽ مراعات واپس ڪيون وڃن. <box>671 115 783 153</box>
right-story-5 <box>4 725 547 859</box>
table-row <box>8 1107 544 1125</box>
body-paragraph: تقريب جي آخر ۾ مهمانن کي اجرڪ ۽ اعزازي شيلڊون پيش ڪيون ويون ۽ علائقي جي ترقي لاءِ دعا گهري وئي. <box>671 724 783 752</box>
body-paragraph: مقررين چيو ته علائقي جي ترقي ۾ انهن جو ڪردار ناقابل فراموش آهي ۽ عوام انهن جي خدمتن کي هميشه ياد رکندو. <box>671 691 783 719</box>
university-contact: تيليفون نمبر 021-99205185 ايڪسٽينشن 3011-3012 www.jsmu.edu.pk <box>869 1087 1129 1098</box>
masthead-title: شوبز نيوز <box>195 40 356 86</box>
body-paragraph: مليرجي ضلعي جي سنڌي ٻپري ۾ لينڊ گريبن خلاف مقامي برادرين جي گڏجاڻي منعقد ٿي، جنهن ۾ وڏي تعداد ۾ رهواسين شرڪت ڪئي. گڏجاڻي ۾ خطاب ڪندي اڳواڻن چيو ته غير قانوني قبضن خلاف هر سطح تي آواز اٿاريو ويندو. <box>795 110 906 168</box>
court-sections: زود ذلمات: سنڌ آرمز ايڪٽ، 2(f)، 2(bb)، 2(ee)، 6(2)، 6(3)، 27-A، 34 تعزيرات پاڪستان سان ATA 7، 1997 تي CTD، ڪراچي. <box>560 923 780 947</box>
cell-condition: عمارت جي اوچائي ۽ منزل جو تعداد <box>280 1053 544 1071</box>
mid-story-3 <box>551 477 788 638</box>
body-paragraph: سجاول: مقامي سطح تي منعقد ٿيل هڪ تقريب ۾ ايم پي اڳواڻ محمد علي ملڪاڻي جي عوامي خدمتن کي ساراهيو ويو. <box>554 691 666 719</box>
cell-condition: فرش جي ڪل پکيڙ <box>280 1035 544 1053</box>
judge-court: انسدادِ دهشتگردي عدالت نمبر VI، <box>585 1749 754 1764</box>
mid-story-4 <box>551 641 788 756</box>
court-signature-block <box>554 1728 785 1786</box>
conference-photo <box>551 381 788 473</box>
table-row <box>8 1071 544 1089</box>
court-paragraph: گواهن کي حڪم ڏنو وڃي ٿو ته اهي 03.11.2025 تي صبح 08:30 am تي پاڻ حاضر ٿي پنهنجا بيان رڪارڊ ڪرائين ۽ جواب ڏين. <box>568 1143 780 1166</box>
